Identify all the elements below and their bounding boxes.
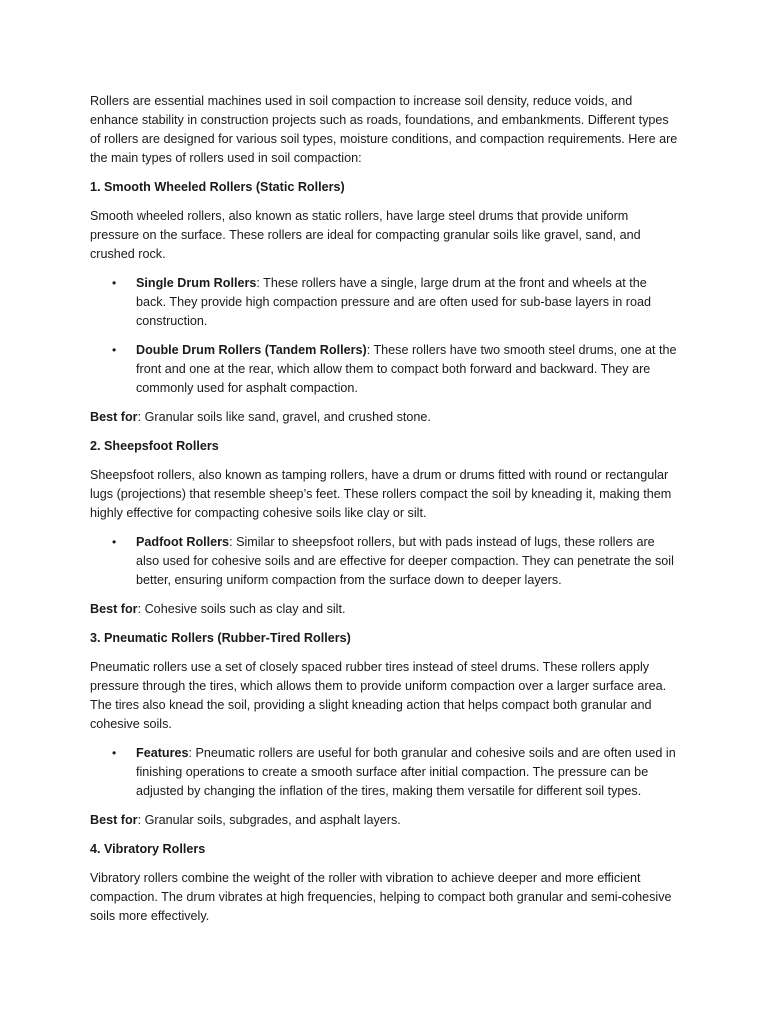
list-item <box>90 341 678 398</box>
best-for-text: : Granular soils like sand, gravel, and crushed stone. <box>137 410 431 424</box>
best-for-label: Best for <box>90 602 138 616</box>
best-for-label: Best for <box>90 813 138 827</box>
section-heading: 1. Smooth Wheeled Rollers (Static Rollers) <box>90 180 345 194</box>
section-body: Smooth wheeled rollers, also known as static rollers, have large steel drums that provide uniform pressure on the surface. These rollers are ideal for compacting granular soils like gravel, sand, and crushed rock. <box>90 209 641 261</box>
intro-paragraph: Rollers are essential machines used in soil compaction to increase soil density, reduce voids, and enhance stability in construction projects such as roads, foundations, and embankments. Different types of rollers are designed for various soil types, moisture conditions, and compaction requirements. Here are the main types of rollers used in soil compaction: <box>90 94 678 165</box>
bullet-icon: • <box>112 343 117 357</box>
list-item <box>90 274 678 331</box>
bullet-list <box>90 274 678 398</box>
best-for-line <box>90 408 678 427</box>
section-heading: 4. Vibratory Rollers <box>90 842 206 856</box>
bullet-term: Single Drum Rollers <box>136 276 257 290</box>
best-for-label: Best for <box>90 410 138 424</box>
section-vibratory-rollers <box>90 840 678 926</box>
bullet-text: : Similar to sheepsfoot rollers, but with pads instead of lugs, these rollers are also used for cohesive soils and are effective for deeper compaction. They can penetrate the soil better, ensuring uniform compaction from the surface down to deeper layers. <box>136 535 674 587</box>
list-item <box>90 744 678 801</box>
section-smooth-wheeled-rollers <box>90 178 678 427</box>
list-item <box>90 533 678 590</box>
bullet-list <box>90 744 678 801</box>
bullet-term: Double Drum Rollers (Tandem Rollers) <box>136 343 367 357</box>
bullet-text: : These rollers have a single, large drum at the front and wheels at the back. They provide high compaction pressure and are often used for sub-base layers in road construction. <box>136 276 652 328</box>
bullet-icon: • <box>112 276 117 290</box>
bullet-icon: • <box>112 535 117 549</box>
best-for-text: : Cohesive soils such as clay and silt. <box>137 602 346 616</box>
section-pneumatic-rollers <box>90 629 678 830</box>
bullet-text: : These rollers have two smooth steel drums, one at the front and one at the rear, which allow them to compact both forward and backward. They are commonly used for asphalt compaction. <box>136 343 677 395</box>
best-for-text: : Granular soils, subgrades, and asphalt layers. <box>137 813 401 827</box>
section-body: Vibratory rollers combine the weight of the roller with vibration to achieve deeper and more efficient compaction. The drum vibrates at high frequencies, helping to compact both granular and semi-cohesive soils more effectively. <box>90 871 672 923</box>
best-for-line <box>90 811 678 830</box>
bullet-list <box>90 533 678 590</box>
bullet-icon: • <box>112 746 117 760</box>
document-page <box>90 92 678 936</box>
bullet-term: Features <box>136 746 189 760</box>
section-body: Sheepsfoot rollers, also known as tamping rollers, have a drum or drums fitted with round or rectangular lugs (projections) that resemble sheep’s feet. These rollers compact the soil by kneading it, making them highly effective for compacting cohesive soils like clay or silt. <box>90 468 672 520</box>
section-body: Pneumatic rollers use a set of closely spaced rubber tires instead of steel drums. These rollers apply pressure through the tires, which allows them to provide uniform compaction over a larger surface area. The tires also knead the soil, providing a slight kneading action that helps compact both granular and cohesive soils. <box>90 660 667 731</box>
section-sheepsfoot-rollers <box>90 437 678 619</box>
section-heading: 2. Sheepsfoot Rollers <box>90 439 219 453</box>
bullet-term: Padfoot Rollers <box>136 535 230 549</box>
best-for-line <box>90 600 678 619</box>
section-heading: 3. Pneumatic Rollers (Rubber-Tired Rollers) <box>90 631 351 645</box>
bullet-text: : Pneumatic rollers are useful for both granular and cohesive soils and are often used in finishing operations to create a smooth surface after initial compaction. The pressure can be adjusted by changing the inflation of the tires, making them versatile for different soil types. <box>136 746 676 798</box>
